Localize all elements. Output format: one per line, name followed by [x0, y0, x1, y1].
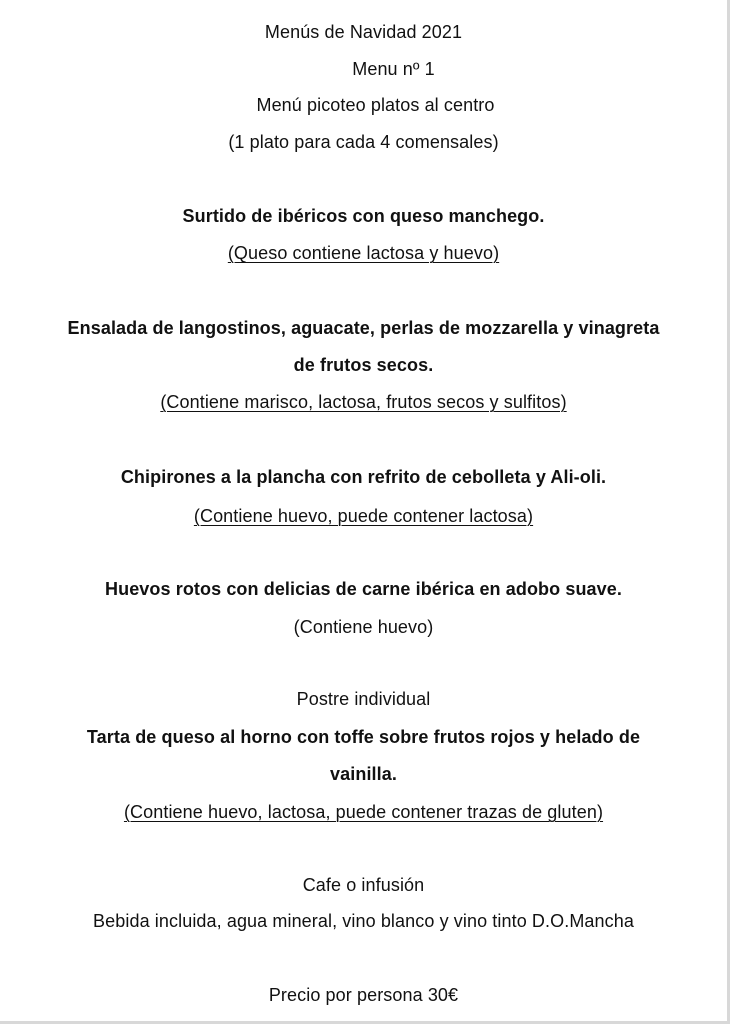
dish-2-title-line-1: Ensalada de langostinos, aguacate, perlas de mozzarella y vinagreta [67, 318, 660, 338]
price: Precio por persona 30€ [268, 985, 459, 1005]
dish-3-allergens: (Contiene huevo, puede contener lactosa) [193, 506, 534, 526]
dish-2-title-line-2: de frutos secos. [293, 355, 434, 375]
dessert-title-line-1: Tarta de queso al horno con toffe sobre frutos rojos y helado de [86, 727, 641, 747]
portion-note: (1 plato para cada 4 comensales) [228, 132, 499, 152]
menu-title: Menús de Navidad 2021 [264, 22, 463, 42]
drinks-note: Bebida incluida, agua mineral, vino blanco y vino tinto D.O.Mancha [93, 911, 634, 931]
dessert-label: Postre individual [296, 689, 431, 709]
coffee-note: Cafe o infusión [302, 875, 425, 895]
dish-1-allergens: (Queso contiene lactosa y huevo) [227, 243, 500, 263]
menu-number: Menu nº 1 [352, 59, 435, 79]
dessert-allergens: (Contiene huevo, lactosa, puede contener trazas de gluten) [123, 802, 604, 822]
dish-4-title: Huevos rotos con delicias de carne ibérica en adobo suave. [105, 579, 622, 599]
menu-type: Menú picoteo platos al centro [256, 95, 495, 115]
dish-1-title: Surtido de ibéricos con queso manchego. [182, 206, 545, 226]
dessert-title-line-2: vainilla. [330, 764, 397, 784]
dish-3-title: Chipirones a la plancha con refrito de cebolleta y Ali-oli. [120, 467, 607, 487]
dish-2-allergens: (Contiene marisco, lactosa, frutos secos y sulfitos) [160, 392, 567, 412]
dish-4-allergens: (Contiene huevo) [293, 617, 434, 637]
